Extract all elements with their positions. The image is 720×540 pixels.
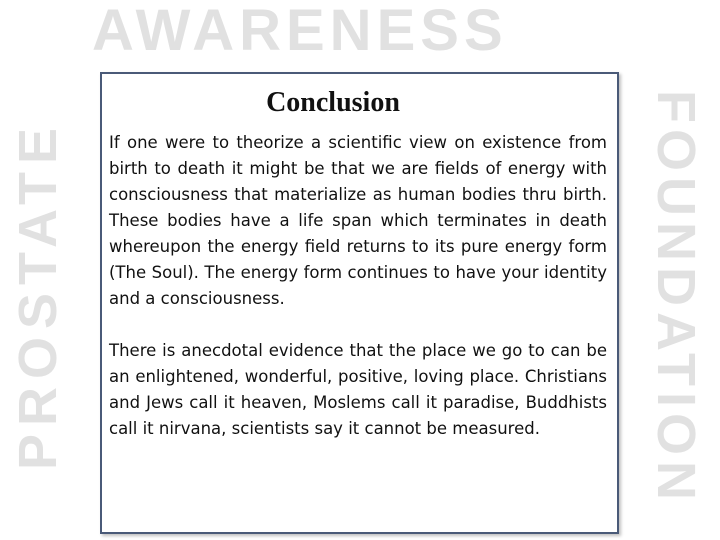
slide-title: Conclusion [266, 87, 400, 118]
paragraph-evidence: There is anecdotal evidence that the place we go to can be an enlightened, wonderful, positive, loving place. Christians and Jews call it heaven, Moslems call it paradise, Buddhists call it nirvana, scientists say it cannot be measured. [109, 341, 607, 438]
watermark-awareness: AWARENESS [92, 0, 508, 63]
slide-body [109, 130, 607, 442]
paragraph-theory: If one were to theorize a scientific view on existence from birth to death it might be that we are fields of energy with consciousness that materialize as human bodies thru birth. These bodies have a life span which terminates in death whereupon the energy field returns to its pure energy form (The Soul). The energy form continues to have your identity and a consciousness. [109, 133, 607, 308]
content-frame [100, 72, 619, 534]
watermark-prostate: PROSTATE [8, 119, 68, 471]
watermark-foundation: FOUNDATION [646, 90, 706, 506]
